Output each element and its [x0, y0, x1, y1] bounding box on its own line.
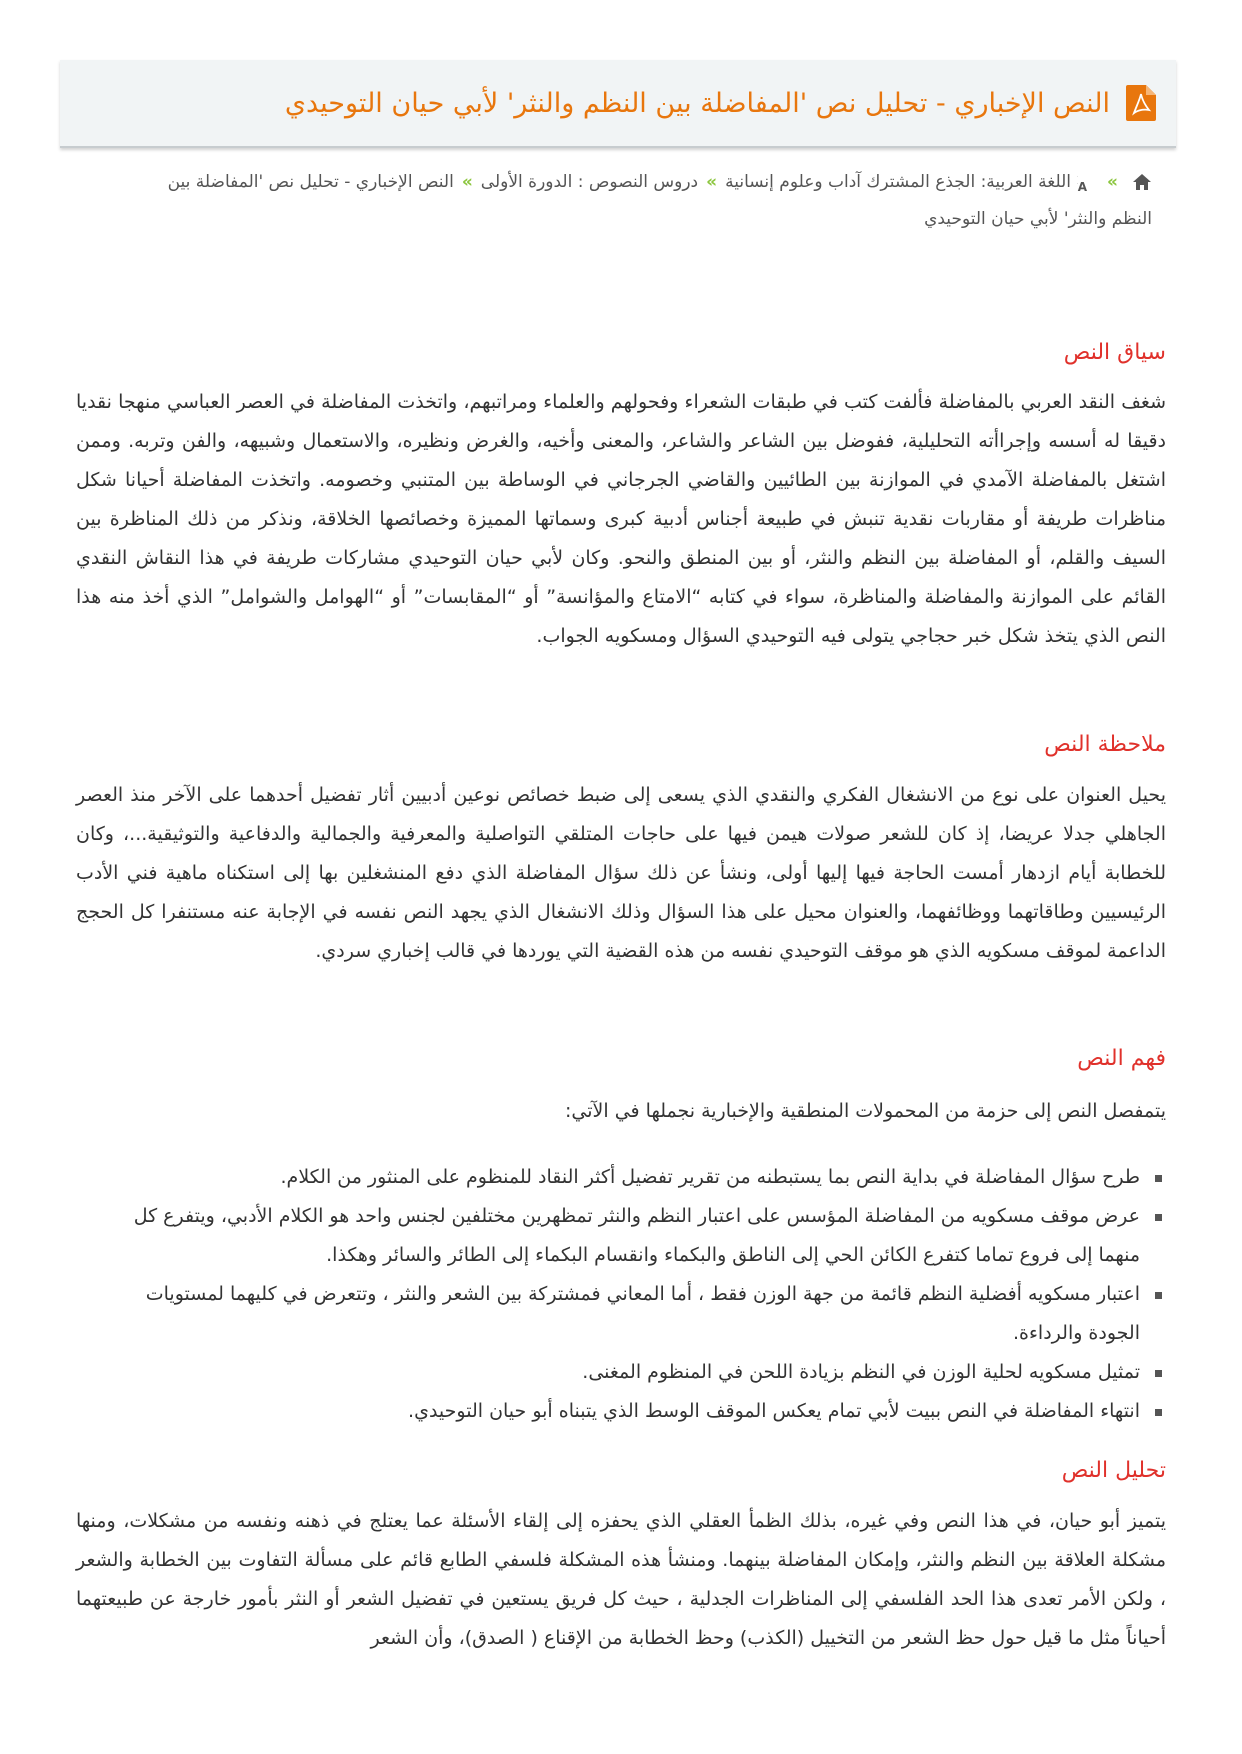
page-title: النص الإخباري - تحليل نص 'المفاضلة بين النظم والنثر' لأبي حيان التوحيدي [284, 87, 1110, 119]
svg-text:A: A [1077, 180, 1088, 192]
pdf-icon[interactable] [1126, 85, 1156, 121]
context-paragraph: شغف النقد العربي بالمفاضلة فألفت كتب في طبقات الشعراء وفحولهم والعلماء ومراتبهم، واتخذت المفاضلة في العصر العباسي منهجا نقديا دقيقا له أسسه وإجراأته التحليلية، ففوضل بين الشاعر والشاعر، والمعنى وأخيه، والغرض ونظيره، والاستعمال وشبيهه، والفن وتربه. وممن اشتغل بالمفاضلة الآمدي في الموازنة بين الطائيين والقاضي الجرجاني في الوساطة بين المتنبي وخصومه. واتخذت المفاضلة أحيانا شكل مناظرات طريفة أو مقاربات نقدية تنبش في طبيعة أجناس أدبية كبرى وسماتها المميزة وخصائصها الخلاقة، ونذكر من ذلك المناظرة بين السيف والقلم، أو المفاضلة بين النظم والنثر، أو بين المنطق والنحو. وكان لأبي حيان التوحيدي مشاركات طريفة في هذا النقاش النقدي القائم على الموازنة والمفاضلة والمناظرة، سواء في كتابه “الامتاع والمؤانسة” أو “المقابسات” أو “الهوامل والشوامل” الذي أخذ منه هذا النص الذي يتخذ شكل خبر حجاجي يتولى فيه التوحيدي السؤال ومسكويه الجواب. [76, 391, 1166, 647]
breadcrumb-item-current: النص الإخباري - تحليل نص 'المفاضلة بين النظم والنثر' لأبي حيان التوحيدي [167, 172, 1152, 229]
breadcrumb-item-subject[interactable]: اللغة العربية: الجذع المشترك آداب وعلوم إنسانية [725, 172, 1072, 192]
analysis-paragraph: يتميز أبو حيان، في هذا النص وفي غيره، بذلك الظمأ العقلي الذي يحفزه إلى إلقاء الأسئلة عما يعتلج في ذهنه ونفسه من مشكلات، ومنها مشكلة العلاقة بين النظم والنثر، وإمكان المفاضلة بينهما. ومنشأ هذه المشكلة فلسفي الطابع قائم على مسألة التفاوت بين الخطابة والشعر ، ولكن الأمر تعدى هذا الحد الفلسفي إلى المناظرات الجدلية ، حيث كل فريق يستعين في تفضيل الشعر أو النثر بأمور خارجة عن طبيعتهما أحياناً مثل ما قيل حول حظ الشعر من التخييل (الكذب) وحظ الخطابة من الإقناع ( الصدق)، وأن الشعر [76, 1510, 1166, 1649]
section-heading-context: سياق النص [1063, 340, 1166, 365]
list-item: تمثيل مسكويه لحلية الوزن في النظم بزيادة اللحن في المنظوم المغنى. [96, 1353, 1166, 1392]
understanding-intro: يتمفصل النص إلى حزمة من المحمولات المنطقية والإخبارية نجملها في الآتي: [565, 1100, 1166, 1122]
observation-paragraph: يحيل العنوان على نوع من الانشغال الفكري والنقدي الذي يسعى إلى ضبط خصائص نوعين أدبيين أثار تفضيل أحدهما على الآخر منذ العصر الجاهلي جدلا عريضا، إذ كان للشعر صولات هيمن فيها على حاجات المتلقي التواصلية والمعرفية والجمالية والدفاعية والتوثيقية...، وكان للخطابة أيام ازدهار أمست الحاجة فيها إليها أولى، ونشأ عن ذلك سؤال المفاضلة الذي دفع المنشغلين بها إلى استكناه ماهية فني الأدب الرئيسيين وطاقاتهما ووظائفهما، والعنوان محيل على هذا السؤال وذلك الانشغال الذي يجهد النص نفسه في الإجابة عنه مستنفرا كل الحجج الداعمة لموقف مسكويه الذي هو موقف التوحيدي نفسه من هذه القضية التي يوردها في قالب إخباري سردي. [76, 784, 1166, 962]
bullet-square-icon [1155, 1175, 1162, 1182]
breadcrumb-separator: » [461, 172, 473, 192]
section-heading-analysis: تحليل النص [1061, 1458, 1166, 1483]
translate-icon [1077, 172, 1099, 192]
bullet-square-icon [1155, 1409, 1162, 1416]
list-item: انتهاء المفاضلة في النص ببيت لأبي تمام يعكس الموقف الوسط الذي يتبناه أبو حيان التوحيدي. [96, 1392, 1166, 1431]
list-item: اعتبار مسكويه أفضلية النظم قائمة من جهة الوزن فقط ، أما المعاني فمشتركة بين الشعر والنثر ، وتتعرض في كليهما لمستويات الجودة والرداءة. [96, 1275, 1166, 1353]
bullet-square-icon [1155, 1370, 1162, 1377]
breadcrumb-item-lessons[interactable]: دروس النصوص : الدورة الأولى [480, 172, 699, 192]
breadcrumb [142, 164, 1152, 238]
section-heading-understanding: فهم النص [1077, 1046, 1166, 1071]
breadcrumb-separator: » [1107, 172, 1118, 192]
home-icon[interactable] [1132, 173, 1152, 191]
list-item: طرح سؤال المفاضلة في بداية النص بما يستبطنه من تقرير تفضيل أكثر النقاد للمنظوم على المنثور من الكلام. [96, 1158, 1166, 1197]
understanding-list [96, 1158, 1166, 1431]
title-bar [60, 60, 1176, 148]
breadcrumb-separator: » [706, 172, 718, 192]
list-item: عرض موقف مسكويه من المفاضلة المؤسس على اعتبار النظم والنثر تمظهرين مختلفين لجنس واحد هو الكلام الأدبي، ويتفرع كل منهما إلى فروع تماما كتفرع الكائن الحي إلى الناطق والبكماء وانقسام البكماء إلى الطائر والسائر وهكذا. [96, 1197, 1166, 1275]
bullet-square-icon [1155, 1214, 1162, 1221]
section-heading-observation: ملاحظة النص [1044, 732, 1166, 757]
bullet-square-icon [1155, 1292, 1162, 1299]
